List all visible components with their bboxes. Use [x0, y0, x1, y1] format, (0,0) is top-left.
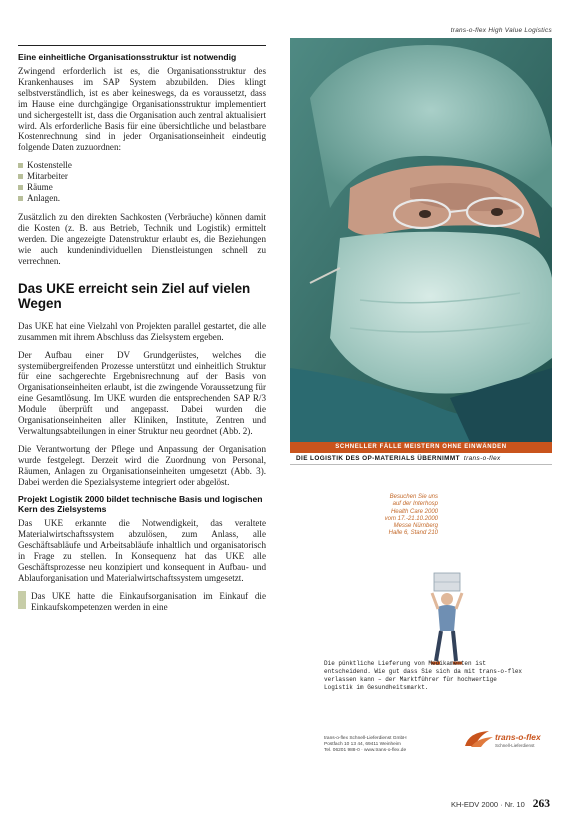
article-column	[18, 50, 266, 620]
ad-copy-text: Die pünktliche Lieferung von Medikamenten ist entscheidend. Wie gut dass Sie sich da mit trans-o-flex verlassen kann – der Marktführer für hochwertige Logistik im Gesundheitsmarkt.	[324, 660, 523, 691]
top-rule	[18, 45, 266, 46]
section-heading-structure: Eine einheitliche Organisationsstruktur ist notwendig	[18, 52, 237, 62]
advertisement	[290, 24, 552, 784]
bullet-square-icon	[18, 163, 23, 168]
surgeon-photo	[290, 38, 552, 442]
bullet-item: Mitarbeiter	[18, 171, 266, 182]
paragraph-7: Das UKE hatte die Einkaufsorganisation im Einkauf die Einkaufskompetenzen werden in eine	[18, 591, 266, 613]
green-marker-icon	[18, 591, 26, 609]
bullet-list	[18, 160, 266, 204]
ad-logo-name: trans-o-flex	[495, 732, 541, 742]
surgeon-illustration-icon	[290, 38, 552, 442]
delivery-person-icon	[418, 569, 478, 669]
major-heading: Das UKE erreicht sein Ziel auf vielen Wegen	[18, 280, 251, 311]
page-footer	[430, 798, 550, 810]
ad-contact-info: trans-o-flex Schnell-Lieferdienst GmbH Postfach 10 13 44, 69411 Weinheim Tel. 06201 988-0 · www.trans-o-flex.de	[324, 736, 407, 753]
page-number: 263	[532, 798, 550, 810]
paragraph-2: Zusätzlich zu den direkten Sachkosten (Verbräuche) können damit die Kosten (z. B. aus Betrieb, Technik und Logistik) ermittelt werden. Die angezeigte Datenstruktur erlaubt es, die Beziehungen wie auch kundenindividuellen Dienstleistungen schnell zu verrechnen.	[18, 212, 266, 266]
paragraph-4: Der Aufbau einer DV Grundgerüstes, welches die systemübergreifenden Prozesse unterstützt und einheitlich Struktur für eine sachgerechte Ergebnisrechnung auf der Basis von Organisationseinheiten erlaubt, ist die zwingende Voraussetzung für eine Gesamtlösung. Im UKE wurden die entsprechenden SAP R/3 Module überprüft und angepasst. Dabei wurden die Organisationseinheiten aller Kliniken, Institute, Zentren und Verwaltungsabteilungen in einer Struktur neu geordnet (Abb. 2).	[18, 349, 266, 436]
ad-logo-tagline: Schnell-Lieferdienst	[495, 743, 535, 748]
bullet-item: Kostenstelle	[18, 160, 266, 171]
ad-orange-stripe: SCHNELLER FÄLLE MEISTERN OHNE EINWÄNDEN	[290, 442, 552, 453]
ad-event-notice: Besuchen Sie uns auf der Interhosp Health Care 2000 vom 17.-21.10.2000 Messe Nürnberg Halle 6, Stand 210	[384, 494, 438, 537]
paragraph-5: Die Verantwortung der Pflege und Anpassung der Organisation wurde festgelegt. Derzeit wird die Zuordnung von Personal, Räumen, Anlagen zu Organisationseinheiten umgesetzt (Abb. 3). Dabei werden die Spezialsysteme integriert oder abgelöst.	[18, 443, 266, 487]
paragraph-6: Das UKE erkannte die Notwendigkeit, das veraltete Materialwirtschaftssystem abzulösen, zum Anlass, alle Geschäftsabläufe und Arbeitsabläufe inhaltlich und organisatorisch in Frage zu stellen. In Konsequenz hat das UKE alle Geschäftsprozesse neu konzipiert und konsequent in Aufbau- und Ablauforganisation und Materialwirtschaftssystem umgesetzt.	[18, 518, 266, 583]
delivery-person-figure	[418, 569, 478, 669]
journal-issue: KH-EDV 2000 · Nr. 10	[450, 800, 525, 809]
ad-header: trans-o-flex High Value Logistics	[450, 27, 552, 34]
section-heading-logistik: Projekt Logistik 2000 bildet technische Basis und logischen Kern des Zielsystems	[18, 494, 263, 515]
bullet-square-icon	[18, 174, 23, 179]
paragraph-3: Das UKE hat eine Vielzahl von Projekten parallel gestartet, die alle zusammen mit ihrem Abschluss das Zielsystem ergeben.	[18, 320, 266, 342]
bullet-item: Anlagen.	[18, 193, 266, 204]
paragraph-1: Zwingend erforderlich ist es, die Organisationsstruktur des Krankenhauses im SAP System abzubilden. Dies klingt selbstverständlich, ist es aber keineswegs, da es voraussetzt, dass im Hause eine durchgängige Organisationsstruktur implementiert und sichergestellt ist, dass die Organisation auch zentral aktualisiert wird. Als erforderliche Basis für eine übersichtliche und belastbare Kostenrechnung sind in jeder Organisationseinheit eindeutig folgende Daten zuzuordnen:	[18, 66, 266, 153]
bullet-square-icon	[18, 185, 23, 190]
bullet-item: Räume	[18, 182, 266, 193]
bullet-square-icon	[18, 196, 23, 201]
ad-tagline-stripe: DIE LOGISTIK DES OP-MATERIALS ÜBERNIMMT trans-o-flex	[290, 453, 552, 465]
